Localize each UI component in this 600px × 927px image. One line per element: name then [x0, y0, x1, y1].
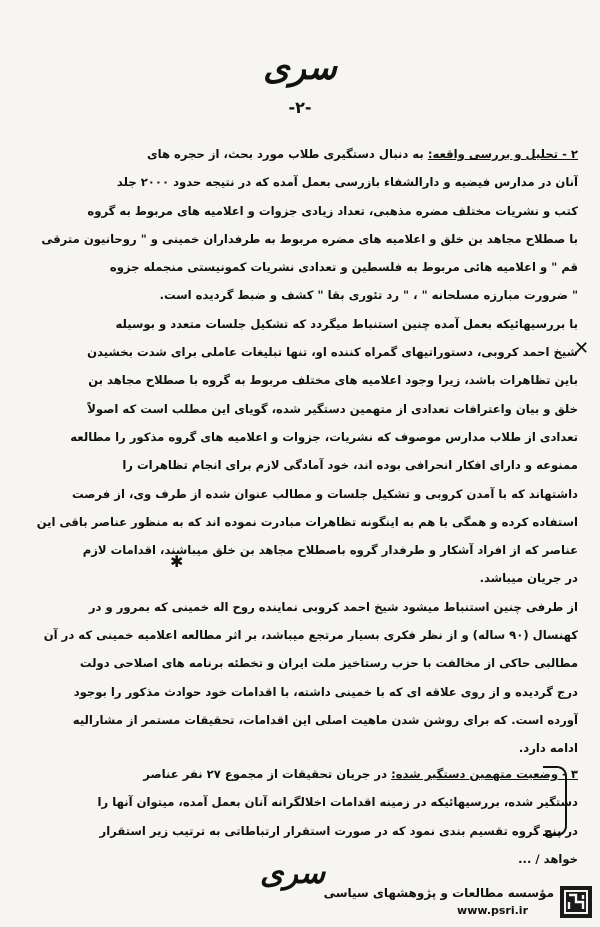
section-2-line: به دنبال دستگیری طلاب مورد بحث، از حجره های: [147, 147, 424, 161]
paragraph-2-line: خلق و بیان واعترافات تعدادی از متهمین دستگیر شده، گویای این مطلب است که اصولاً: [87, 401, 578, 416]
section-2-line: قم " و اعلامیه هائی مربوط به فلسطین و تعدادی نشریات کمونیستی منجمله جزوه: [109, 260, 578, 275]
paragraph-3: [22, 593, 578, 763]
section-2-line: با صطلاح مجاهد بن خلق و اعلامیه های مضره مربوط به طرفداران خمینی و " روحانیون مترقی: [41, 231, 578, 246]
paragraph-2-line: استفاده کرده و همگی با هم به اینگونه تظاهرات مبادرت نموده اند که به منظور عناصر باقی این: [36, 514, 578, 529]
section-2-line-1: [22, 140, 578, 168]
paragraph-2-line: شیخ احمد کروبی، دستوراتیهای گمراه کننده او، تنها تبلیغات عاملی برای شدت بخشیدن: [87, 345, 578, 360]
section-2-line: آنان در مدارس فیضیه و دارالشفاء بازرسی بعمل آمده که در نتیجه حدود ۲۰۰۰ جلد: [116, 175, 578, 190]
paragraph-3-line: ادامه دارد.: [518, 741, 578, 756]
margin-x-mark: ✕: [574, 338, 590, 359]
section-3-line: خواهد / ...: [518, 851, 578, 866]
section-3-line-1: [22, 760, 578, 788]
section-3-line: در جریان تحقیقات از مجموع ۲۷ نفر عناصر: [143, 767, 388, 781]
secret-stamp-bottom: سری: [260, 856, 326, 891]
page-number: -۲-: [288, 98, 312, 117]
paragraph-2-line: با بررسیهائیکه بعمل آمده چنین استنباط میگردد که تشکیل جلسات متعدد و بوسیله: [115, 316, 578, 331]
paragraph-3-line: کهنسال (۹۰ ساله) و از نظر فکری بسیار مرتجع میباشد، بر اثر مطالعه اعلامیه خمینی که در آن: [43, 628, 578, 643]
secret-stamp-top: سری: [263, 48, 337, 88]
paragraph-3-line: از طرفی چنین استنباط میشود شیخ احمد کروبی نماینده روح اله خمینی که بمرور و در: [88, 599, 578, 614]
paragraph-2-line: تعدادی از طلاب مدارس موصوف که نشریات، جزوات و اعلامیه های گروه مذکور را مطالعه: [70, 429, 578, 444]
section-2: [22, 140, 578, 310]
watermark-name: مؤسسه مطالعات و پژوهشهای سیاسی: [323, 886, 554, 900]
section-3-heading: ۳ - وضعیت متهمین دستگیر شده:: [391, 767, 578, 781]
paragraph-2-line: در جریان میباشد.: [479, 571, 578, 586]
paragraph-3-line: درج گردیده و از روی علاقه ای که با خمینی داشته، با اقدامات خود حوادث مذکور را بوجود: [73, 684, 578, 699]
paragraph-2: [22, 310, 578, 593]
section-3-line: در پنج گروه تقسیم بندی نمود که در صورت استقرار ارتباطاتی به ترتیب زیر استقرار: [99, 823, 578, 838]
margin-bracket: [543, 766, 567, 836]
section-2-line: کتب و نشریات مختلف مضره مذهبی، تعداد زیادی جزوات و اعلامیه های مربوط به گروه: [87, 203, 578, 218]
watermark-url[interactable]: www.psri.ir: [457, 904, 528, 917]
paragraph-2-line: داشتهاند که با آمدن کروبی و تشکیل جلسات و مطالب عنوان شده از طرف وی، از فرصت: [71, 486, 578, 501]
institute-logo-icon: [560, 886, 592, 918]
paragraph-3-line: مطالبی حاکی از مخالفت با حزب رستاخیز ملت ایران و تخطئه برنامه های اصلاحی دولت: [79, 656, 578, 671]
star-mark: ✱: [170, 552, 184, 571]
paragraph-2-line: عناصر که از افراد آشکار و طرفدار گروه باصطلاح مجاهد بن خلق میباشند، اقدامات لازم: [82, 543, 578, 558]
paragraph-3-line: آورده است. که برای روشن شدن ماهیت اصلی این اقدامات، تحقیقات مستمر از مشارالیه: [72, 712, 578, 727]
watermark: [323, 884, 592, 922]
paragraph-2-line: ممنوعه و دارای افکار انحرافی بوده اند، خود آمادگی لازم برای انجام تظاهرات را: [122, 458, 578, 473]
section-2-heading: ۲ - تحلیل و بررسی واقعه:: [427, 147, 578, 161]
section-3-line: دستگیر شده، بررسیهائیکه در زمینه اقدامات اخلالگرانه آنان بعمل آمده، میتوان آنها را: [97, 795, 578, 810]
paragraph-2-line: باین تظاهرات باشد، زیرا وجود اعلامیه های مختلف مربوط به گروه با صطلاح مجاهد بن: [88, 373, 578, 388]
document-body: [22, 140, 578, 763]
section-2-line: " ضرورت مبارزه مسلحانه " ، " رد تئوری بقا " کشف و ضبط گردیده است.: [159, 288, 578, 303]
